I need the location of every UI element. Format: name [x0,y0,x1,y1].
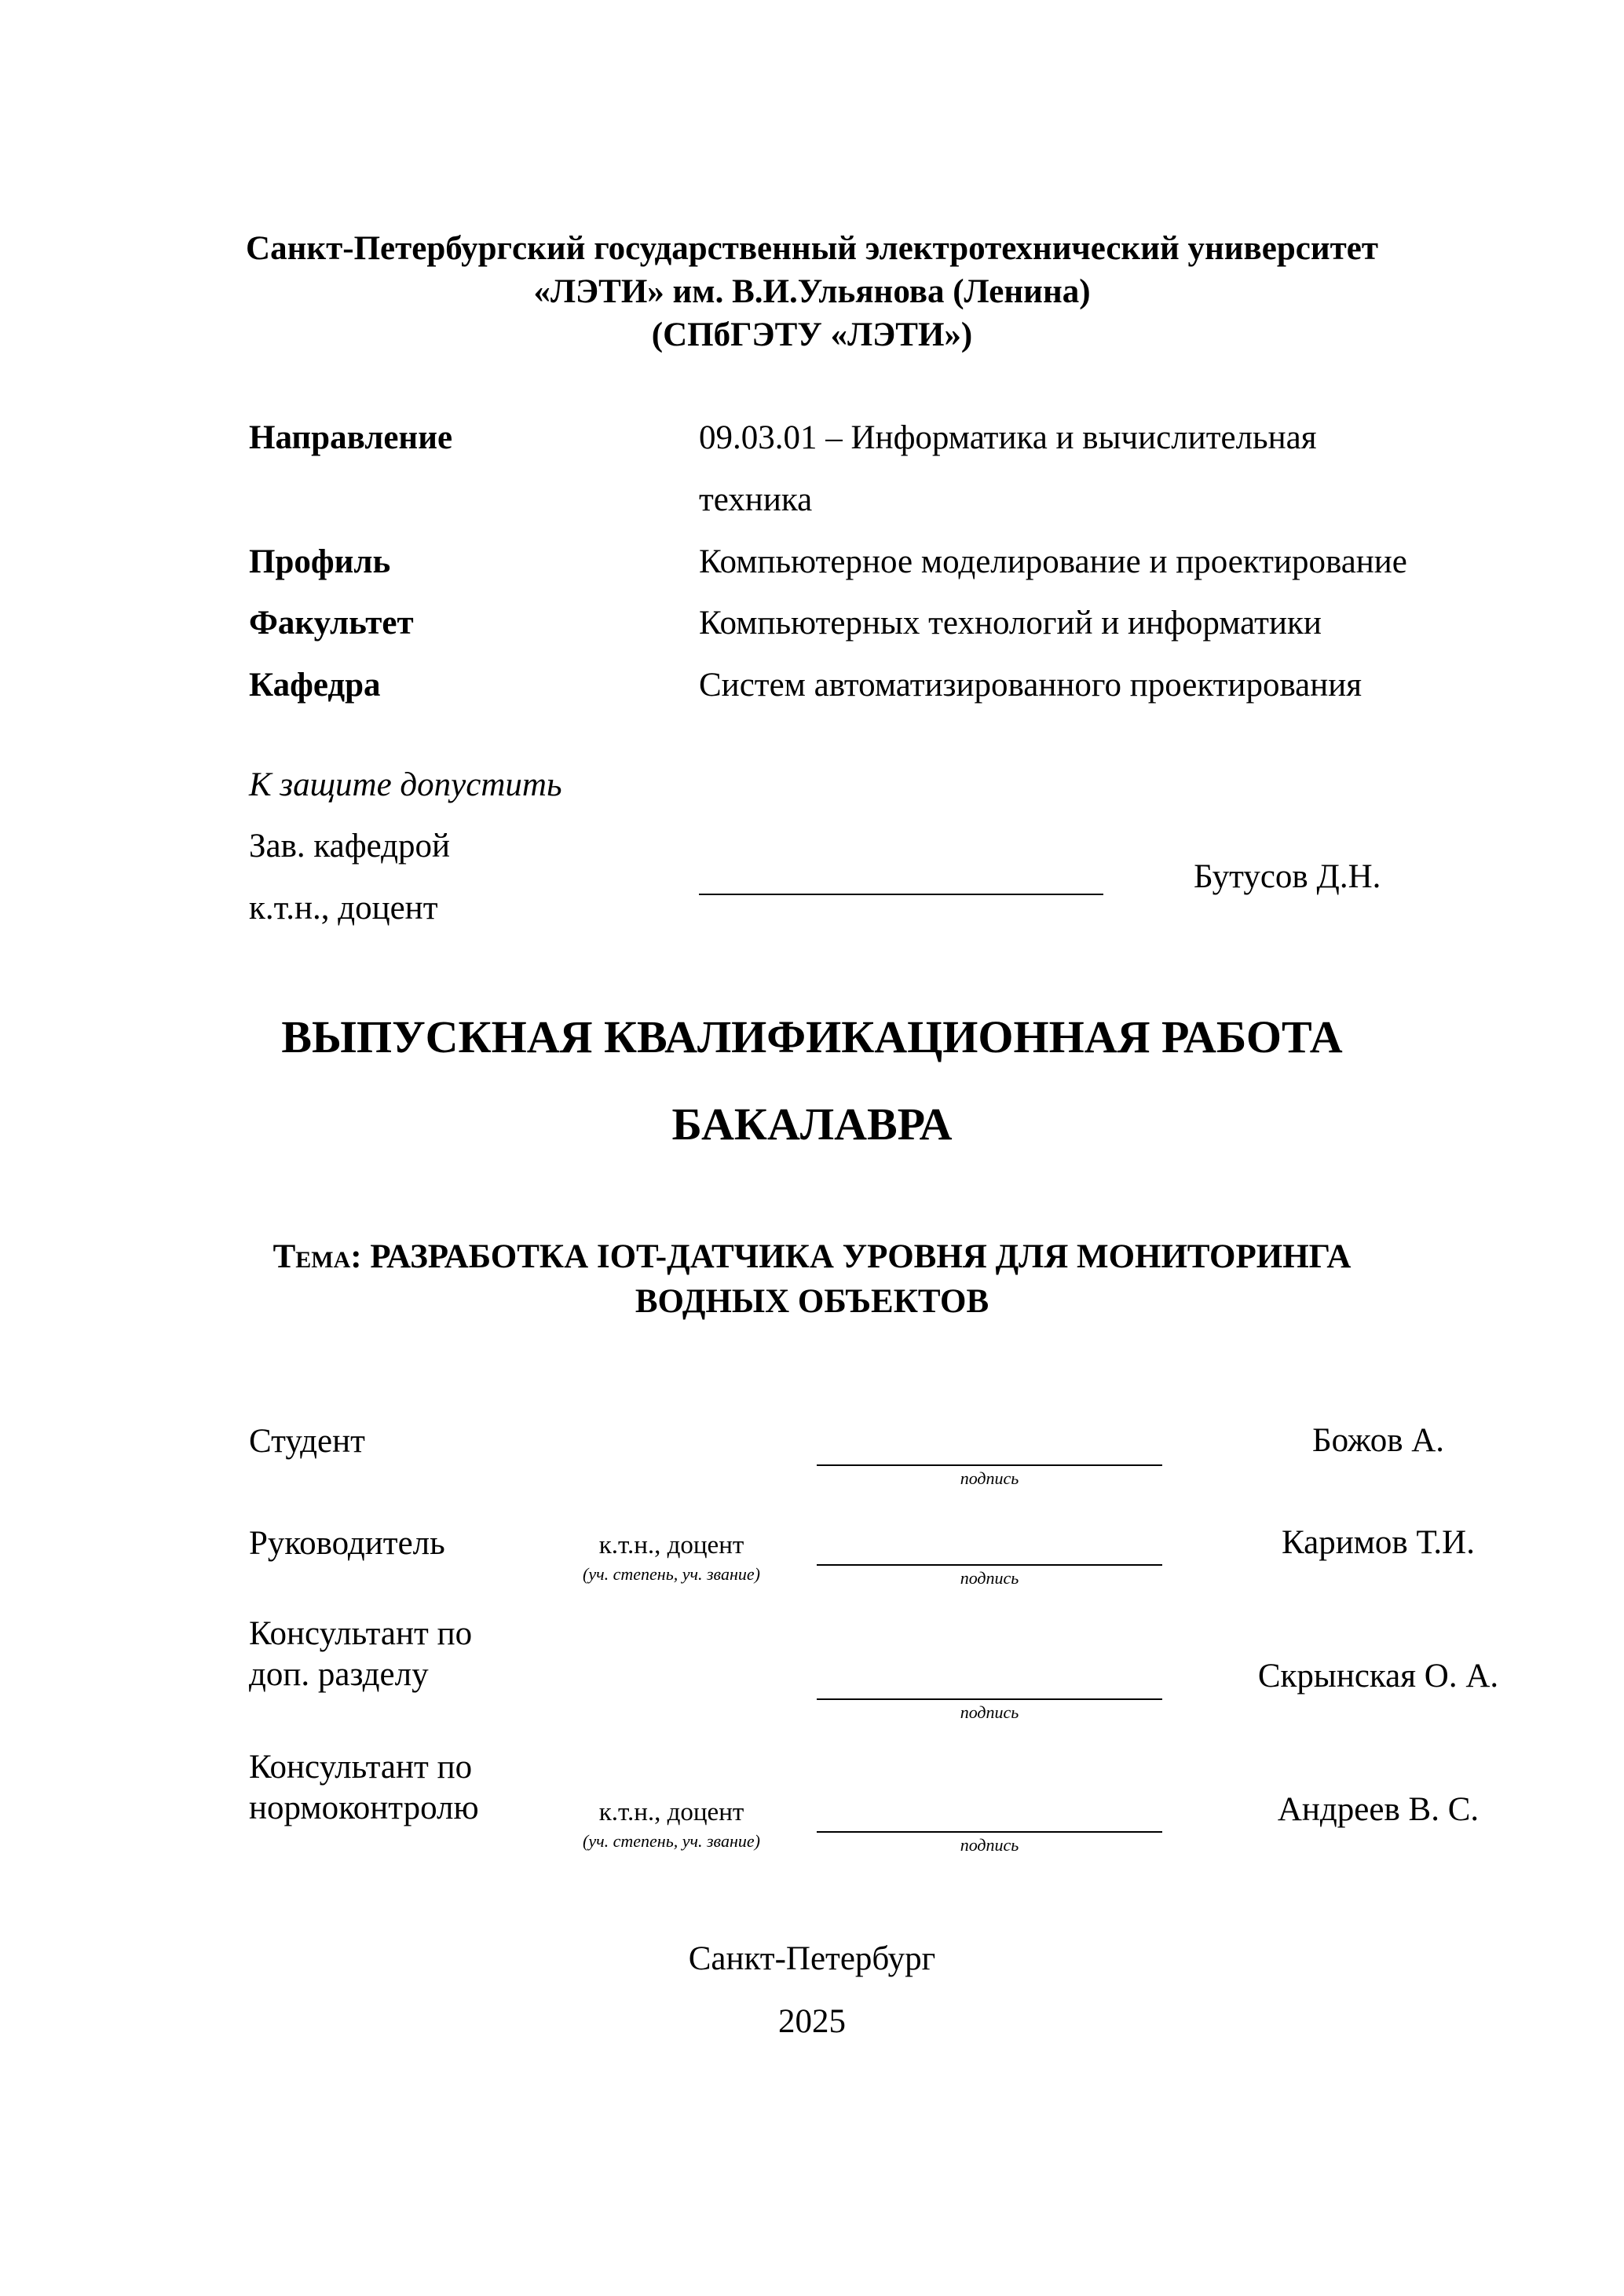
consultant-normcontrol-degree: к.т.н., доцент [598,1798,744,1826]
consultant-normcontrol-role-line-1: Консультант по [249,1749,473,1786]
consultant-additional-signature-hint: подпись [960,1702,1019,1722]
university-short-name: «ЛЭТИ» им. В.И.Ульянова (Ленина) [533,273,1091,310]
university-name: Санкт-Петербургский государственный электротехнический университет [246,230,1378,267]
consultant-normcontrol-signature-line [817,1831,1162,1833]
consultant-normcontrol-role [249,1747,479,1829]
topic-line-2: ВОДНЫХ ОБЪЕКТОВ [635,1283,989,1320]
consultant-additional-role-line-2: доп. разделу [249,1656,429,1693]
consultant-additional-signature-line [817,1698,1162,1700]
supervisor-degree-hint: (уч. степень, уч. звание) [583,1564,760,1584]
faculty-label: Факультет [249,605,414,642]
head-name: Бутусов Д.Н. [1194,858,1381,895]
supervisor-role: Руководитель [249,1525,445,1562]
student-signature-hint: подпись [960,1468,1019,1488]
department-value: Систем автоматизированного проектирования [699,667,1362,704]
direction-value: 09.03.01 – Информатика и вычислительная [699,419,1317,456]
supervisor-degree: к.т.н., доцент [598,1531,744,1559]
topic-prefix: Тема: [272,1238,362,1275]
university-abbreviation: (СПбГЭТУ «ЛЭТИ») [651,316,973,353]
topic-line-1 [0,1238,1624,1276]
consultant-additional-role [249,1614,472,1695]
consultant-additional-name: Скрынская О. А. [1257,1658,1499,1695]
department-label: Кафедра [249,667,381,704]
supervisor-signature-hint: подпись [960,1568,1019,1588]
consultant-normcontrol-degree-hint: (уч. степень, уч. звание) [583,1831,760,1851]
student-role: Студент [249,1423,365,1460]
consultant-normcontrol-signature-hint: подпись [960,1835,1019,1855]
topic-text: РАЗРАБОТКА IOT-ДАТЧИКА УРОВНЯ ДЛЯ МОНИТОРИНГА [370,1238,1352,1275]
city: Санкт-Петербург [688,1940,936,1977]
admit-to-defense: К защите допустить [249,766,562,803]
head-degree: к.т.н., доцент [249,890,438,927]
supervisor-signature-line [817,1564,1162,1566]
year: 2025 [778,2003,846,2040]
student-name: Божов А. [1311,1422,1445,1459]
direction-label: Направление [249,419,453,456]
document-title: ВЫПУСКНАЯ КВАЛИФИКАЦИОННАЯ РАБОТА [281,1011,1343,1062]
direction-value-continued: техника [699,481,813,518]
profile-value: Компьютерное моделирование и проектирование [699,543,1407,580]
consultant-normcontrol-name: Андреев В. С. [1277,1791,1480,1828]
consultant-additional-role-line-1: Консультант по [249,1615,473,1652]
faculty-value: Компьютерных технологий и информатики [699,605,1322,642]
head-of-department-label: Зав. кафедрой [249,828,451,865]
head-signature-line [699,894,1103,895]
profile-label: Профиль [249,543,391,580]
document-title-degree: БАКАЛАВРА [671,1099,953,1150]
student-signature-line [817,1464,1162,1466]
consultant-normcontrol-role-line-2: нормоконтролю [249,1790,479,1826]
supervisor-name: Каримов Т.И. [1282,1524,1475,1561]
